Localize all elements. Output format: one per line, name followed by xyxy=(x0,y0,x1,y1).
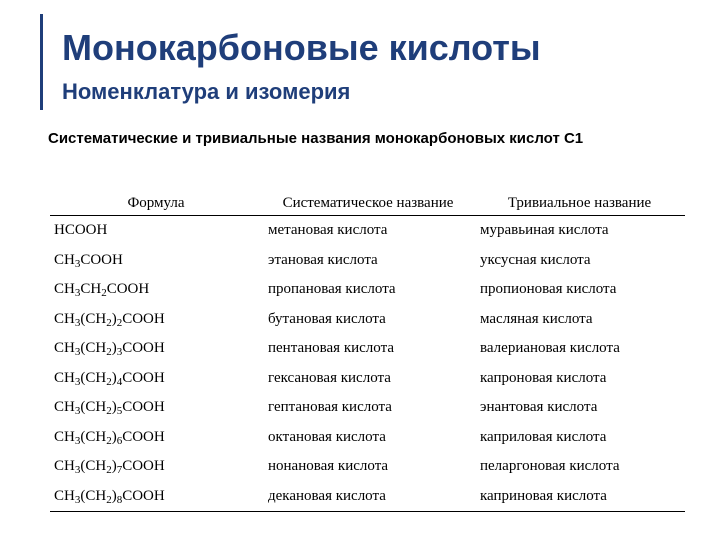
formula-cell xyxy=(50,364,262,394)
formula-text: ) xyxy=(111,487,117,504)
formula-text: CH xyxy=(54,428,75,445)
formula-text: (CH xyxy=(80,369,107,386)
trivial-name-cell: каприловая кислота xyxy=(480,428,607,445)
systematic-name-cell: этановая кислота xyxy=(268,251,378,268)
table-row xyxy=(50,423,685,453)
systematic-name-cell: бутановая кислота xyxy=(268,310,386,327)
formula-subscript: 2 xyxy=(106,405,112,418)
formula-text: (CH xyxy=(80,487,107,504)
table-row xyxy=(50,482,685,512)
formula-cell xyxy=(50,275,262,305)
trivial-name-cell: масляная кислота xyxy=(480,310,593,327)
formula-cell xyxy=(50,393,262,423)
systematic-name-cell: гексановая кислота xyxy=(268,369,391,386)
trivial-name-cell: каприновая кислота xyxy=(474,482,685,512)
trivial-name-cell: муравьиная кислота xyxy=(480,222,609,239)
formula-cell xyxy=(50,246,262,276)
formula-subscript: 3 xyxy=(74,434,81,447)
systematic-name-cell: октановая кислота xyxy=(268,428,386,445)
formula-subscript: 2 xyxy=(106,346,112,359)
formula-text: (CH xyxy=(80,399,107,416)
formula-subscript: 8 xyxy=(116,493,123,506)
formula-subscript: 3 xyxy=(74,287,81,300)
formula-subscript: 2 xyxy=(116,316,123,329)
formula-text: CH xyxy=(54,281,75,298)
formula-text: ) xyxy=(111,428,117,445)
formula-text: COOH xyxy=(80,251,123,268)
formula-cell xyxy=(50,482,262,512)
formula-subscript: 3 xyxy=(74,493,81,506)
trivial-name-cell: энантовая кислота xyxy=(480,399,598,416)
formula-text: (CH xyxy=(80,428,107,445)
formula-text: (CH xyxy=(80,310,107,327)
formula-cell xyxy=(50,452,262,482)
header-systematic: Систематическое название xyxy=(262,160,474,216)
systematic-name-cell: нонановая кислота xyxy=(268,458,389,475)
systematic-name-cell: метановая кислота xyxy=(268,222,388,239)
slide-subtitle: Номенклатура и изомерия xyxy=(62,79,351,104)
systematic-name-cell: гептановая кислота xyxy=(268,399,392,416)
formula-subscript: 2 xyxy=(106,316,112,329)
systematic-name-cell: пропановая кислота xyxy=(268,281,396,298)
formula-subscript: 2 xyxy=(106,493,112,506)
table-row xyxy=(50,452,685,482)
table-header-row xyxy=(50,160,685,216)
table-row xyxy=(50,364,685,394)
formula-text: CH xyxy=(54,487,75,504)
header-formula: Формула xyxy=(50,160,262,216)
formula-cell xyxy=(50,216,262,246)
formula-subscript: 4 xyxy=(116,375,123,388)
table-row xyxy=(50,393,685,423)
formula-subscript: 3 xyxy=(74,316,81,329)
table-row xyxy=(50,246,685,276)
formula-text: (CH xyxy=(80,340,107,357)
trivial-name-cell: валериановая кислота xyxy=(480,340,620,357)
formula-text: ) xyxy=(111,369,117,386)
formula-subscript: 3 xyxy=(74,464,81,477)
formula-subscript: 3 xyxy=(74,375,81,388)
formula-subscript: 5 xyxy=(116,405,123,418)
formula-subscript: 7 xyxy=(116,464,123,477)
formula-text: COOH xyxy=(122,458,165,475)
formula-text: CH xyxy=(54,458,75,475)
slide-title: Монокарбоновые кислоты xyxy=(62,27,541,68)
trivial-name-cell: капроновая кислота xyxy=(480,369,607,386)
formula-subscript: 6 xyxy=(116,434,123,447)
formula-subscript: 2 xyxy=(106,375,112,388)
systematic-name-cell: декановая кислота xyxy=(262,482,474,512)
trivial-name-cell: пеларгоновая кислота xyxy=(480,458,620,475)
formula-text: HCOOH xyxy=(54,222,108,239)
formula-text: (CH xyxy=(80,458,107,475)
formula-subscript: 3 xyxy=(74,405,81,418)
formula-cell xyxy=(50,334,262,364)
formula-text: CH xyxy=(54,369,75,386)
formula-text: CH xyxy=(54,340,75,357)
systematic-name-cell: пентановая кислота xyxy=(268,340,394,357)
trivial-name-cell: пропионовая кислота xyxy=(480,281,617,298)
formula-text: COOH xyxy=(122,428,165,445)
formula-text: COOH xyxy=(122,399,165,416)
table-caption: Систематические и тривиальные названия монокарбоновых кислот С1 xyxy=(48,130,584,147)
formula-subscript: 2 xyxy=(106,434,112,447)
formula-subscript: 2 xyxy=(106,464,112,477)
acids-table xyxy=(50,160,685,512)
formula-text: COOH xyxy=(122,487,165,504)
formula-text: ) xyxy=(111,340,117,357)
trivial-name-cell: уксусная кислота xyxy=(480,251,591,268)
table-row xyxy=(50,275,685,305)
header-trivial: Тривиальное название xyxy=(474,160,685,216)
formula-text: CH xyxy=(54,251,75,268)
table-row xyxy=(50,305,685,335)
formula-text: CH xyxy=(54,399,75,416)
table-row xyxy=(50,216,685,246)
table-row xyxy=(50,334,685,364)
formula-text: ) xyxy=(111,399,117,416)
formula-subscript: 3 xyxy=(116,346,123,359)
formula-text: COOH xyxy=(122,369,165,386)
formula-cell xyxy=(50,423,262,453)
formula-text: CH xyxy=(80,281,102,298)
formula-text: COOH xyxy=(122,310,165,327)
formula-text: CH xyxy=(54,310,75,327)
formula-text: ) xyxy=(111,310,117,327)
formula-subscript: 2 xyxy=(101,287,107,300)
formula-subscript: 3 xyxy=(74,346,81,359)
formula-cell xyxy=(50,305,262,335)
formula-text: COOH xyxy=(122,340,165,357)
formula-subscript: 3 xyxy=(74,257,81,270)
title-accent-bar xyxy=(40,14,43,110)
formula-text: ) xyxy=(111,458,117,475)
formula-text: COOH xyxy=(106,281,150,298)
table-body xyxy=(50,216,685,512)
